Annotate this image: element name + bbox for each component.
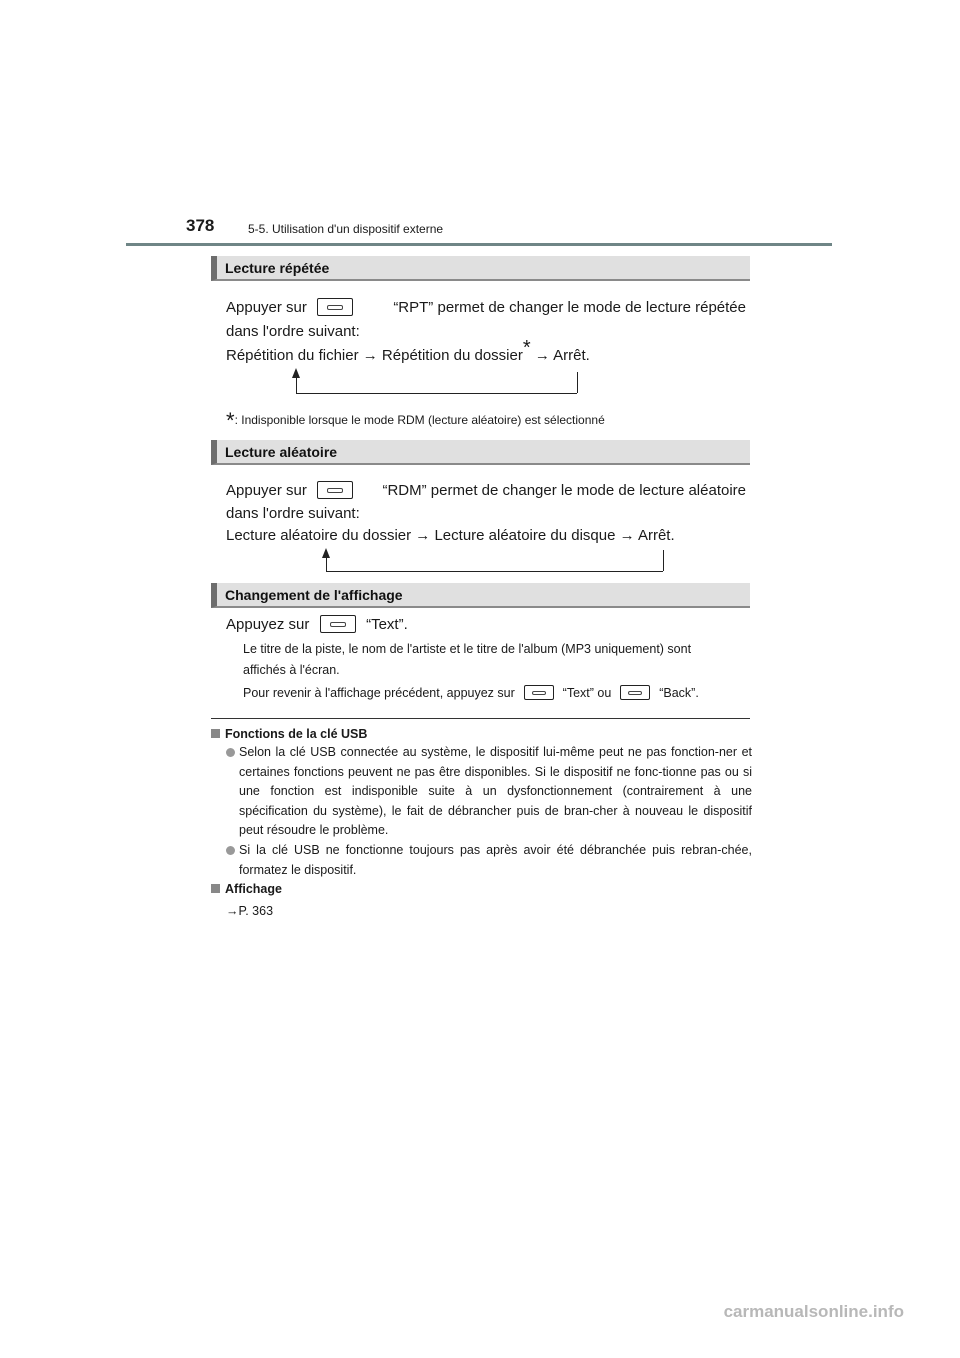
repeat-seq-3: Arrêt. (553, 347, 590, 364)
random-seq-2: Lecture aléatoire du disque (434, 527, 616, 544)
circle-bullet-icon (226, 846, 235, 855)
footnote-mark: * (226, 408, 235, 433)
display-notes-title (211, 882, 282, 896)
display-line1 (226, 614, 408, 636)
display-notes-title-text: Affichage (225, 882, 282, 896)
arrow-icon: → (619, 527, 635, 544)
random-line2: dans l'ordre suivant: (226, 505, 360, 522)
repeat-line2: dans l'ordre suivant: (226, 323, 360, 340)
back-button-icon (620, 685, 650, 700)
rdm-button-icon (317, 481, 353, 499)
circle-bullet-icon (226, 748, 235, 757)
header-rule (126, 243, 832, 246)
section-heading-display (211, 583, 750, 608)
random-line1-after: “RDM” permet de changer le mode de lecture aléatoire (382, 482, 746, 499)
repeat-seq-1: Répétition du fichier (226, 347, 359, 364)
rpt-button-icon (317, 298, 353, 316)
section-label: 5-5. Utilisation d'un dispositif externe (248, 222, 444, 236)
watermark: carmanualsonline.info (723, 1302, 904, 1321)
section-heading-random-title: Lecture aléatoire (225, 444, 338, 460)
usb-bullet-1 (226, 743, 752, 841)
asterisk-mark: * (522, 337, 531, 359)
usb-bullet-2-text: Si la clé USB ne fonctionne toujours pas après avoir été débranchée puis rebran-chée, formatez le dispositif. (239, 843, 752, 877)
loop-line-left (326, 556, 327, 571)
random-line1 (226, 480, 746, 502)
arrow-icon: → (534, 347, 550, 364)
section-heading-random (211, 440, 750, 465)
section-separator (211, 718, 750, 719)
footnote-text: : Indisponible lorsque le mode RDM (lecture aléatoire) est sélectionné (234, 413, 605, 427)
section-heading-display-title: Changement de l'affichage (225, 587, 403, 603)
display-note1 (243, 639, 747, 681)
random-seq-3: Arrêt. (637, 527, 675, 544)
random-sequence (226, 525, 675, 547)
display-line1-after: “Text”. (366, 616, 408, 633)
loop-line-right (663, 550, 664, 571)
square-bullet-icon (211, 884, 220, 893)
usb-bullet-1-text: Selon la clé USB connectée au système, le dispositif lui-même peut ne pas fonction-ner et certaines fonctions peuvent ne pas être disponibles. Si le dispositif ne fonc-tionne pas ou si une fonction est indisponible suite à un dysfonctionnement (contrairement à une spécification du système), le fait de débrancher puis de bran-cher à nouveau le dispositif peut résoudre le problème. (239, 745, 752, 837)
random-seq-1: Lecture aléatoire du dossier (226, 527, 412, 544)
repeat-sequence (226, 337, 590, 367)
usb-bullet-2 (226, 841, 752, 880)
display-note1-line2: affichés à l'écran. (243, 663, 340, 677)
section-heading-repeat (211, 256, 750, 281)
section-heading-repeat-title: Lecture répétée (225, 260, 330, 276)
display-line1-before: Appuyez sur (226, 616, 310, 633)
text-button-icon (524, 685, 554, 700)
loop-line-bottom (326, 571, 663, 572)
repeat-line1 (226, 297, 746, 319)
display-note2-after: “Back”. (659, 686, 699, 700)
text-button-icon (320, 615, 356, 633)
display-note1-line1: Le titre de la piste, le nom de l'artiste et le titre de l'album (MP3 uniquement) sont (243, 642, 692, 656)
repeat-line1-after: “RPT” permet de changer le mode de lecture répétée (393, 299, 746, 316)
display-note2 (243, 683, 699, 704)
loop-line-bottom (296, 393, 577, 394)
arrow-icon: → (362, 347, 378, 364)
loop-line-left (296, 376, 297, 393)
page-number: 378 (186, 216, 215, 235)
repeat-seq-2: Répétition du dossier (381, 347, 523, 364)
usb-notes-title (211, 727, 367, 741)
display-note2-mid: “Text” ou (562, 686, 612, 700)
usb-title-text: Fonctions de la clé USB (225, 727, 368, 741)
display-note2-before: Pour revenir à l'affichage précédent, appuyez sur (243, 686, 515, 700)
page-reference-link[interactable]: →P. 363 (226, 904, 274, 918)
square-bullet-icon (211, 729, 220, 738)
random-line1-before: Appuyer sur (226, 482, 307, 499)
loop-line-right (577, 372, 578, 393)
repeat-footnote (226, 408, 605, 434)
repeat-line1-before: Appuyer sur (226, 299, 307, 316)
arrow-icon: → (415, 527, 431, 544)
